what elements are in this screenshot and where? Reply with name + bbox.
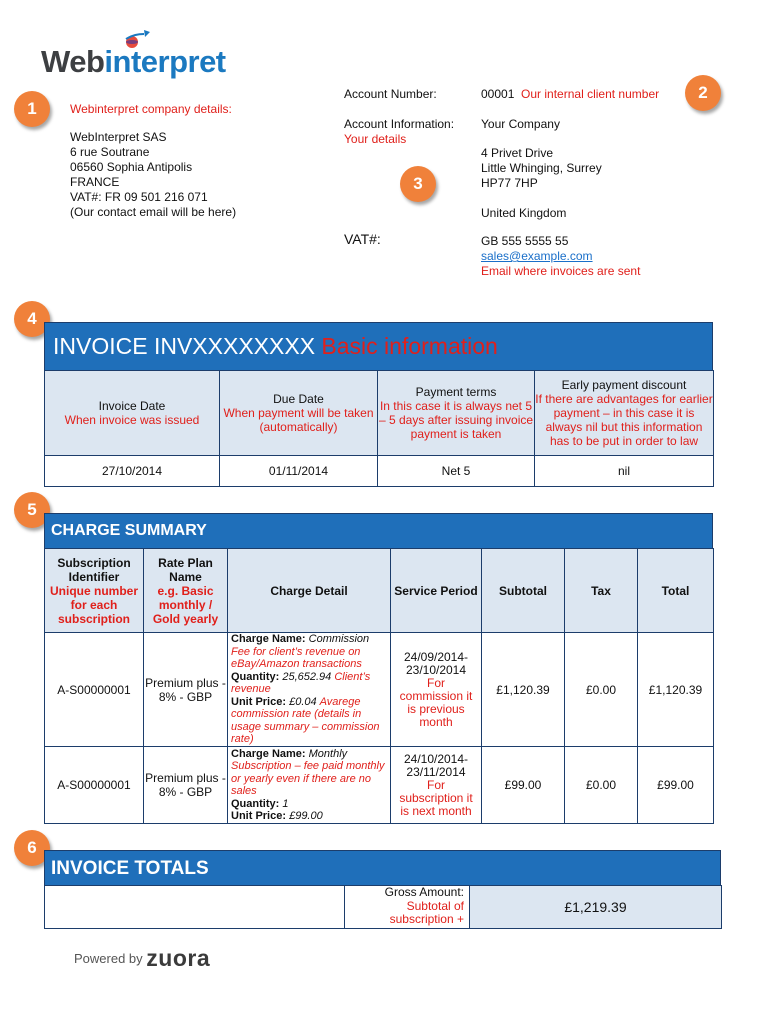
account-info-label: Account Information: xyxy=(344,117,455,131)
badge-2: 2 xyxy=(685,75,721,111)
gross-amount-label-cell xyxy=(345,886,470,929)
client-country: United Kingdom xyxy=(481,206,567,220)
row1-subscription-id: A-S00000001 xyxy=(45,633,144,747)
account-info-label-block xyxy=(344,117,454,147)
total-header: Total xyxy=(638,549,714,633)
invoice-totals-bar xyxy=(44,850,721,886)
gross-amount-label: Gross Amount: xyxy=(384,885,464,899)
row2-rate-plan: Premium plus - 8% - GBP xyxy=(144,747,228,824)
badge-6: 6 xyxy=(14,830,50,866)
invoice-date-value: 27/10/2014 xyxy=(45,456,220,487)
due-date-note: When payment will be taken (automatically) xyxy=(223,406,374,434)
invoice-date-note: When invoice was issued xyxy=(64,413,200,427)
company-street: 6 rue Soutrane xyxy=(70,145,150,159)
account-info-note: Your details xyxy=(344,132,407,146)
payment-terms-note: In this case it is always net 5 – 5 days after issuing invoice payment is taken xyxy=(378,399,534,441)
powered-by-zuora xyxy=(74,945,210,972)
company-city: 06560 Sophia Antipolis xyxy=(70,160,193,174)
row1-rate-plan: Premium plus - 8% - GBP xyxy=(144,633,228,747)
subscription-id-note: Unique number for each subscription xyxy=(49,583,138,626)
email-link[interactable]: sales@example.com xyxy=(481,249,593,263)
account-info-value xyxy=(481,117,602,221)
gross-amount-row xyxy=(45,886,722,929)
service-period-header: Service Period xyxy=(391,549,482,633)
row1-total: £1,120.39 xyxy=(638,633,714,747)
badge-1: 1 xyxy=(14,91,50,127)
early-discount-value: nil xyxy=(535,456,714,487)
company-vat: VAT#: FR 09 501 216 071 xyxy=(70,190,208,204)
invoice-values-row xyxy=(45,456,714,487)
company-country: FRANCE xyxy=(70,175,120,189)
email-note: Email where invoices are sent xyxy=(481,264,641,278)
row1-charge-detail: Charge Name: Commission Fee for client’s revenue on eBay/Amazon transactions Quantity: 25,652.94 Client’s revenue Unit Price: £0.04 Avarege commission rate (details in usage summary – commission rate) xyxy=(228,633,391,747)
webinterpret-logo xyxy=(41,46,226,77)
charge-summary-bar xyxy=(44,513,713,549)
company-name: WebInterpret SAS xyxy=(70,130,167,144)
row2-subscription-id: A-S00000001 xyxy=(45,747,144,824)
invoice-date-header: Invoice Date When invoice was issued xyxy=(45,371,220,456)
client-city: Little Whinging, Surrey xyxy=(481,161,602,175)
tax-header: Tax xyxy=(565,549,638,633)
gross-amount-note: Subtotal of subscription + xyxy=(389,898,464,926)
account-number-label: Account Number: xyxy=(344,87,437,101)
rate-plan-note: e.g. Basic monthly / Gold yearly xyxy=(152,583,219,626)
invoice-header-row xyxy=(45,371,714,456)
invoice-totals-title: INVOICE TOTALS xyxy=(51,858,209,879)
row2-subtotal: £99.00 xyxy=(482,747,565,824)
account-number-value: 00001 xyxy=(481,87,515,101)
due-date-value: 01/11/2014 xyxy=(220,456,378,487)
charge-header-row xyxy=(45,549,714,633)
client-postcode: HP77 7HP xyxy=(481,176,538,190)
company-annotation: Webinterpret company details: xyxy=(70,102,232,116)
invoice-title-bar xyxy=(44,322,713,371)
table-row xyxy=(45,633,714,747)
zuora-logo: zuora xyxy=(146,945,211,971)
row1-service-period: 24/09/2014-23/10/2014 For commission it is previous month xyxy=(391,633,482,747)
badge-3: 3 xyxy=(400,166,436,202)
invoice-basic-table xyxy=(44,370,714,487)
company-contact: (Our contact email will be here) xyxy=(70,205,237,219)
early-discount-header: Early payment discount If there are advantages for earlier payment – in this case it is always nil but this information has to be put in order to law xyxy=(535,371,714,456)
subtotal-header: Subtotal xyxy=(482,549,565,633)
subscription-id-header: Subscription Identifier Unique number for each subscription xyxy=(45,549,144,633)
client-company: Your Company xyxy=(481,117,560,131)
payment-terms-header: Payment terms In this case it is always net 5 – 5 days after issuing invoice payment is taken xyxy=(378,371,535,456)
logo-text-web: Web xyxy=(41,44,105,79)
invoice-title-note: Basic information xyxy=(321,333,498,359)
vat-block xyxy=(481,234,640,279)
logo-text-interpret: interpret xyxy=(104,44,226,79)
charge-summary-table xyxy=(44,548,714,824)
powered-by-text: Powered by xyxy=(74,951,143,966)
payment-terms-value: Net 5 xyxy=(378,456,535,487)
account-number-note: Our internal client number xyxy=(521,87,660,101)
row2-service-period: 24/10/2014-23/11/2014 For subscription it is next month xyxy=(391,747,482,824)
invoice-totals-table xyxy=(44,885,722,929)
row1-subtotal: £1,120.39 xyxy=(482,633,565,747)
rate-plan-header: Rate Plan Name e.g. Basic monthly / Gold yearly xyxy=(144,549,228,633)
invoice-title: INVOICE INVXXXXXXXX xyxy=(53,333,316,359)
early-discount-note: If there are advantages for earlier payment – in this case it is always nil but this information has to be put in order to law xyxy=(535,392,713,448)
company-details xyxy=(70,130,236,220)
due-date-header: Due Date When payment will be taken (automatically) xyxy=(220,371,378,456)
badge-4: 4 xyxy=(14,301,50,337)
row2-total: £99.00 xyxy=(638,747,714,824)
account-number xyxy=(481,87,659,102)
table-row xyxy=(45,747,714,824)
row2-charge-detail: Charge Name: Monthly Subscription – fee paid monthly or yearly even if there are no sales Quantity: 1 Unit Price: £99.00 xyxy=(228,747,391,824)
charge-summary-title: CHARGE SUMMARY xyxy=(51,522,207,539)
gross-amount-value: £1,219.39 xyxy=(470,886,722,929)
totals-blank-cell xyxy=(45,886,345,929)
client-street: 4 Privet Drive xyxy=(481,146,554,160)
vat-label: VAT#: xyxy=(344,231,381,247)
row1-tax: £0.00 xyxy=(565,633,638,747)
row2-tax: £0.00 xyxy=(565,747,638,824)
badge-5: 5 xyxy=(14,492,50,528)
vat-value: GB 555 5555 55 xyxy=(481,234,569,248)
charge-detail-header: Charge Detail xyxy=(228,549,391,633)
